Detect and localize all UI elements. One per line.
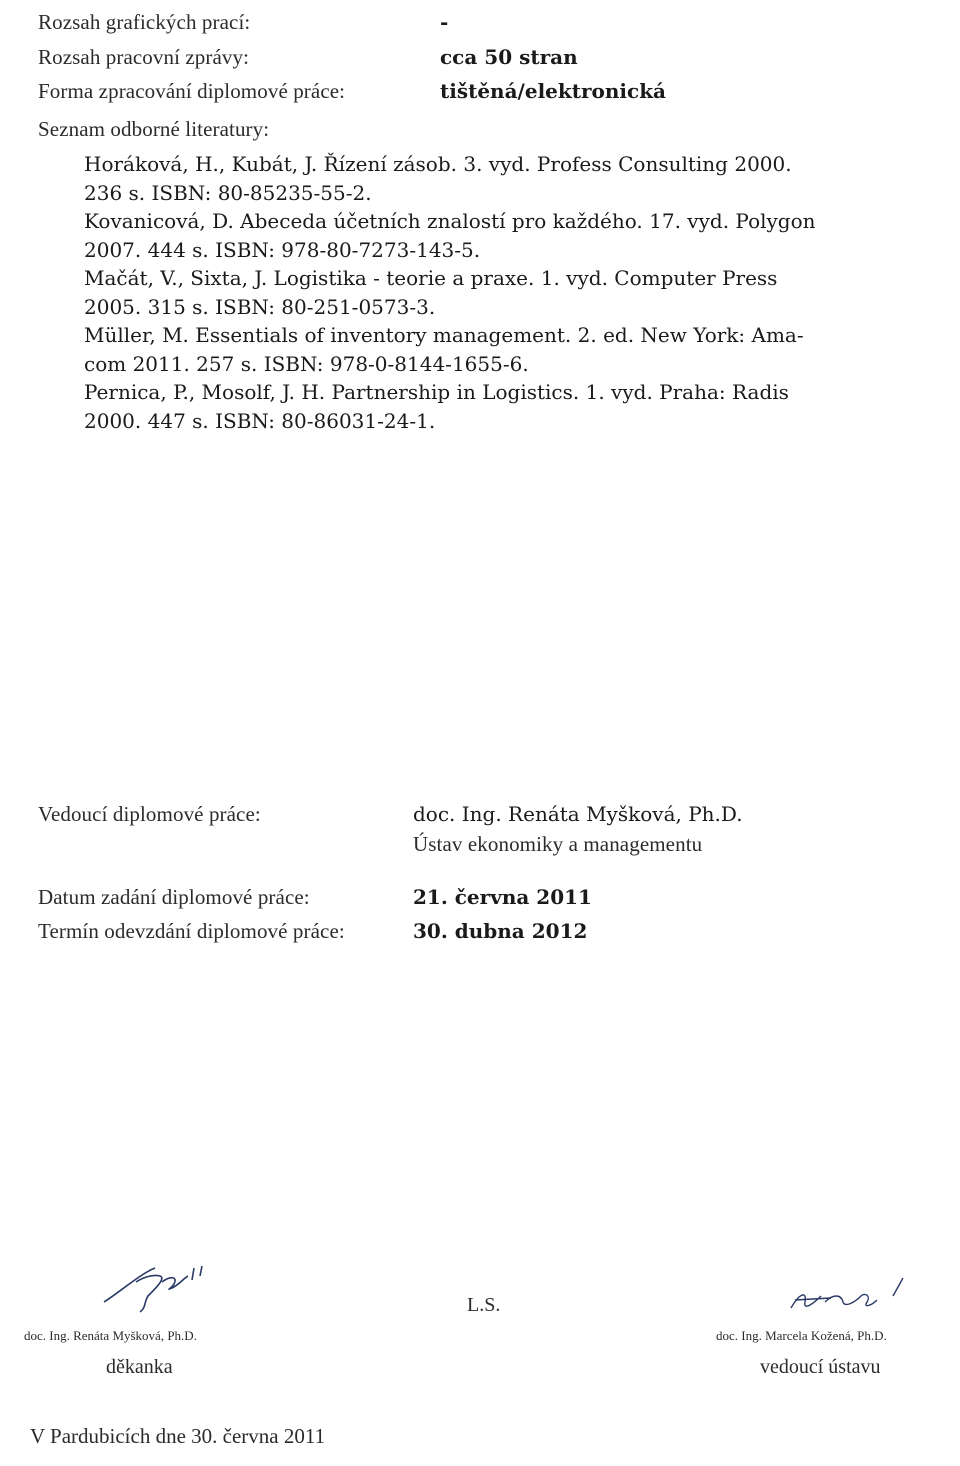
dean-role: děkanka [106, 1356, 173, 1378]
literature-entry-line: Mačát, V., Sixta, J. Logistika - teorie a praxe. 1. vyd. Computer Press [84, 266, 778, 290]
literature-entry-line: com 2011. 257 s. ISBN: 978-0-8144-1655-6. [84, 351, 529, 376]
literature-entry-line: 2005. 315 s. ISBN: 80-251-0573-3. [84, 294, 436, 319]
thesis-form-value: tištěná/elektronická [440, 79, 667, 103]
report-scope-value: cca 50 stran [440, 45, 578, 69]
literature-entry-line: Müller, M. Essentials of inventory management. 2. ed. New York: Ama- [84, 323, 804, 347]
report-scope-label: Rozsah pracovní zprávy: [38, 45, 250, 69]
literature-entry-line: 2000. 447 s. ISBN: 80-86031-24-1. [84, 408, 436, 433]
dean-signature [100, 1262, 230, 1317]
literature-heading: Seznam odborné literatury: [38, 117, 270, 141]
literature-entry [84, 207, 924, 264]
literature-list [84, 150, 924, 435]
supervisor-name: doc. Ing. Renáta Myšková, Ph.D. [413, 802, 743, 826]
dean-name: doc. Ing. Renáta Myšková, Ph.D. [24, 1328, 197, 1343]
thesis-form-label: Forma zpracování diplomové práce: [38, 79, 346, 103]
literature-entry-line: 2007. 444 s. ISBN: 978-80-7273-143-5. [84, 237, 481, 262]
head-name: doc. Ing. Marcela Kožená, Ph.D. [716, 1328, 887, 1343]
literature-entry-line: Horáková, H., Kubát, J. Řízení zásob. 3. vyd. Profess Consulting 2000. [84, 152, 792, 176]
literature-entry-line: Pernica, P., Mosolf, J. H. Partnership in Logistics. 1. vyd. Praha: Radis [84, 380, 789, 404]
submission-date-label: Termín odevzdání diplomové práce: [38, 919, 345, 943]
submission-date-value: 30. dubna 2012 [413, 919, 588, 943]
supervisor-label: Vedoucí diplomové práce: [38, 802, 261, 826]
graphics-scope-value: - [440, 10, 449, 34]
literature-entry [84, 264, 924, 321]
assignment-date-label: Datum zadání diplomové práce: [38, 885, 310, 909]
supervisor-institute: Ústav ekonomiky a managementu [413, 832, 703, 856]
graphics-scope-label: Rozsah grafických prací: [38, 10, 251, 34]
assignment-date-value: 21. června 2011 [413, 885, 592, 909]
place-date: V Pardubicích dne 30. června 2011 [30, 1424, 326, 1448]
literature-entry [84, 378, 924, 435]
head-role: vedoucí ústavu [760, 1356, 881, 1378]
head-signature [785, 1272, 915, 1322]
literature-entry-line: Kovanicová, D. Abeceda účetních znalostí pro každého. 17. vyd. Polygon [84, 209, 816, 233]
literature-entry-line: 236 s. ISBN: 80-85235-55-2. [84, 180, 372, 205]
literature-entry [84, 150, 924, 207]
seal-placeholder: L.S. [467, 1294, 501, 1316]
literature-entry [84, 321, 924, 378]
